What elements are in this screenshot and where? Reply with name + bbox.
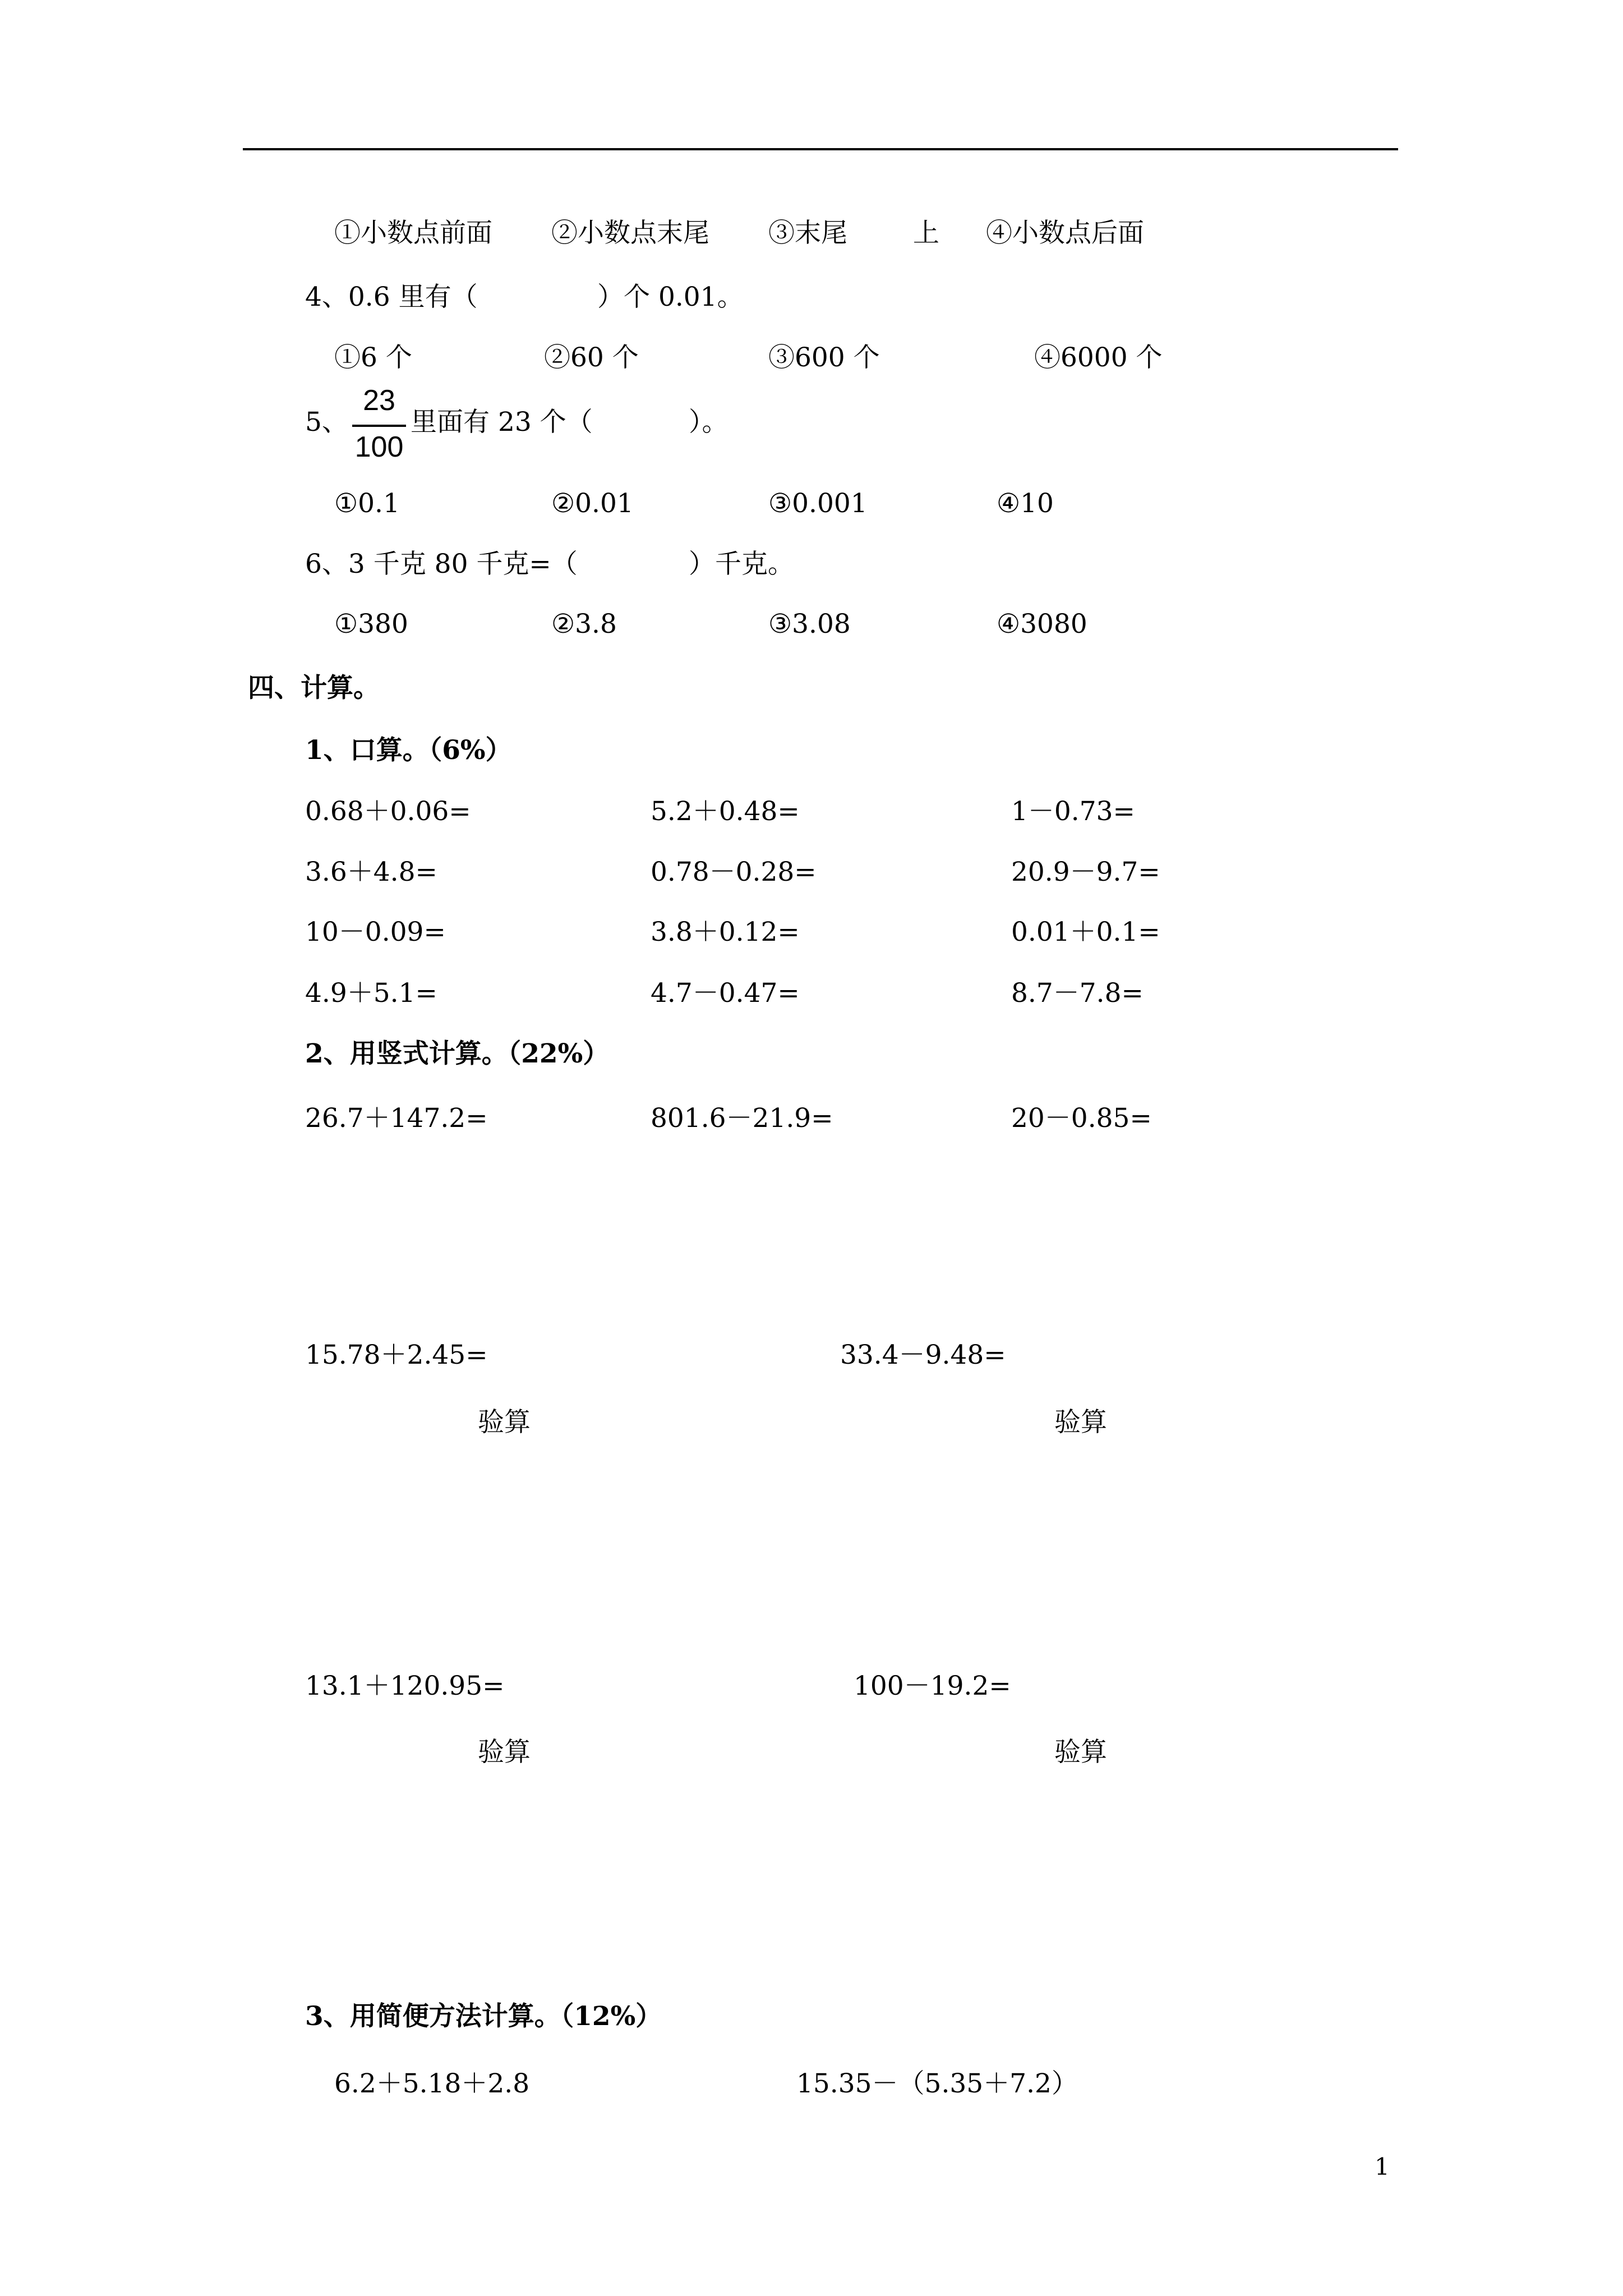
fraction-bar xyxy=(352,425,406,427)
page-number: 1 xyxy=(1375,2153,1390,2180)
vertical-item: 100－19.2= xyxy=(854,1671,1011,1701)
vertical-item: 20－0.85= xyxy=(1011,1103,1152,1134)
q4-option-1: ①6 个 xyxy=(334,342,412,373)
check-label: 验算 xyxy=(478,1737,531,1768)
q6-stem-prefix: 6、3 千克 80 千克=（ xyxy=(305,549,578,579)
q3-option-2: ②小数点末尾 xyxy=(551,218,709,249)
check-label: 验算 xyxy=(478,1407,531,1438)
q5-stem-end: ）。 xyxy=(689,407,728,438)
q5-number: 5、 xyxy=(305,407,348,438)
oral-item: 8.7－7.8= xyxy=(1011,978,1144,1009)
simple-title: 3、用简便方法计算。（12%） xyxy=(305,2001,662,2032)
oral-title: 1、口算。（6%） xyxy=(305,735,512,766)
vertical-item: 26.7＋147.2= xyxy=(305,1103,488,1134)
vertical-item: 15.78＋2.45= xyxy=(305,1340,488,1370)
q5-fraction xyxy=(352,384,406,468)
q4-option-3: ③600 个 xyxy=(768,342,880,373)
simple-item: 6.2＋5.18＋2.8 xyxy=(334,2068,530,2099)
q5-option-1: ①0.1 xyxy=(334,488,400,519)
q5-option-2: ②0.01 xyxy=(551,488,634,519)
oral-item: 0.68＋0.06= xyxy=(305,796,471,827)
q4-stem-prefix: 4、0.6 里有（ xyxy=(305,282,478,312)
oral-item: 3.6＋4.8= xyxy=(305,857,437,887)
q5-option-3: ③0.001 xyxy=(768,488,868,519)
oral-item: 4.7－0.47= xyxy=(651,978,800,1009)
q5-stem-suffix: 里面有 23 个（ xyxy=(411,407,593,438)
oral-item: 0.78－0.28= xyxy=(651,857,817,887)
vertical-item: 33.4－9.48= xyxy=(840,1340,1006,1370)
check-label: 验算 xyxy=(1054,1737,1107,1768)
header-rule xyxy=(243,148,1398,150)
q3-option-4: ④小数点后面 xyxy=(986,218,1144,249)
q6-option-4: ④3080 xyxy=(997,609,1087,639)
q3-option-3: ③末尾 xyxy=(768,218,847,249)
q6-option-3: ③3.08 xyxy=(768,609,851,639)
q4-option-2: ②60 个 xyxy=(544,342,639,373)
q6-option-2: ②3.8 xyxy=(551,609,617,639)
vertical-item: 801.6－21.9= xyxy=(651,1103,833,1134)
oral-item: 4.9＋5.1= xyxy=(305,978,437,1009)
q5-option-4: ④10 xyxy=(997,488,1054,519)
q6-stem-suffix: ）千克。 xyxy=(689,549,794,579)
q3-option-3-extra: 上 xyxy=(913,218,939,249)
q6-option-1: ①380 xyxy=(334,609,408,639)
oral-item: 10－0.09= xyxy=(305,917,446,947)
vertical-item: 13.1＋120.95= xyxy=(305,1671,505,1701)
oral-item: 1－0.73= xyxy=(1011,796,1135,827)
oral-item: 3.8＋0.12= xyxy=(651,917,800,947)
oral-item: 0.01＋0.1= xyxy=(1011,917,1160,947)
simple-item: 15.35－（5.35＋7.2） xyxy=(796,2068,1078,2099)
q3-option-1: ①小数点前面 xyxy=(334,218,492,249)
oral-item: 5.2＋0.48= xyxy=(651,796,800,827)
q4-stem-suffix: ）个 0.01。 xyxy=(597,282,744,312)
fraction-denominator: 100 xyxy=(354,431,404,463)
fraction-numerator: 23 xyxy=(363,384,395,417)
vertical-title: 2、用竖式计算。（22%） xyxy=(305,1038,610,1069)
oral-item: 20.9－9.7= xyxy=(1011,857,1160,887)
q4-option-4: ④6000 个 xyxy=(1034,342,1163,373)
check-label: 验算 xyxy=(1054,1407,1107,1438)
section-4-title: 四、计算。 xyxy=(248,673,380,703)
